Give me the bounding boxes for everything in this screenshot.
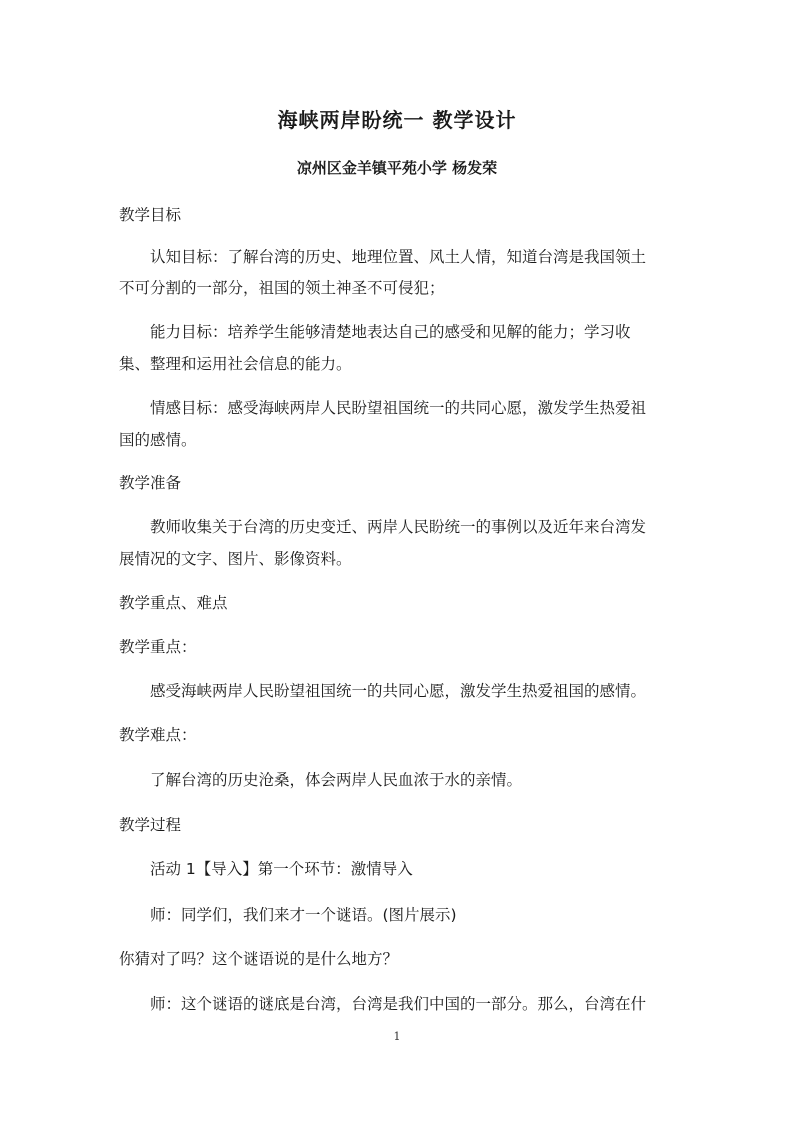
paragraph-line: 不可分割的一部分，祖国的领土神圣不可侵犯； xyxy=(119,279,445,297)
paragraph-line: 了解台湾的历史沧桑，体会两岸人民血浓于水的亲情。 xyxy=(150,771,523,789)
subheading-key-point: 教学重点： xyxy=(119,638,197,656)
paragraph-line: 师：同学们，我们来才一个谜语。(图片展示) xyxy=(150,906,457,924)
paragraph-line: 能力目标：培养学生能够清楚地表达自己的感受和见解的能力；学习收 xyxy=(150,323,631,341)
document-author: 凉州区金羊镇平苑小学 杨发荣 xyxy=(296,159,498,177)
paragraph-line: 师：这个谜语的谜底是台湾，台湾是我们中国的一部分。那么，台湾在什 xyxy=(150,995,647,1013)
section-heading-key-points: 教学重点、难点 xyxy=(119,594,228,612)
paragraph-line: 感受海峡两岸人民盼望祖国统一的共同心愿，激发学生热爱祖国的感情。 xyxy=(150,682,647,700)
section-heading-process: 教学过程 xyxy=(119,816,182,834)
document-title: 海峡两岸盼统一 教学设计 xyxy=(277,108,517,132)
paragraph-line: 活动 1【导入】第一个环节：激情导入 xyxy=(150,860,413,878)
paragraph-line: 展情况的文字、图片、影像资料。 xyxy=(119,550,352,568)
subheading-difficulty: 教学难点： xyxy=(119,726,197,744)
paragraph-line: 国的感情。 xyxy=(119,431,197,449)
paragraph-line: 教师收集关于台湾的历史变迁、两岸人民盼统一的事例以及近年来台湾发 xyxy=(150,518,647,536)
section-heading-objectives: 教学目标 xyxy=(119,206,182,224)
paragraph-line: 认知目标：了解台湾的历史、地理位置、风土人情，知道台湾是我国领土 xyxy=(150,248,647,266)
paragraph-line: 情感目标：感受海峡两岸人民盼望祖国统一的共同心愿，激发学生热爱祖 xyxy=(150,399,647,417)
page-number: 1 xyxy=(393,1030,401,1043)
section-heading-preparation: 教学准备 xyxy=(119,474,182,492)
paragraph-line: 集、整理和运用社会信息的能力。 xyxy=(119,355,352,373)
paragraph-line: 你猜对了吗？这个谜语说的是什么地方？ xyxy=(119,950,399,968)
